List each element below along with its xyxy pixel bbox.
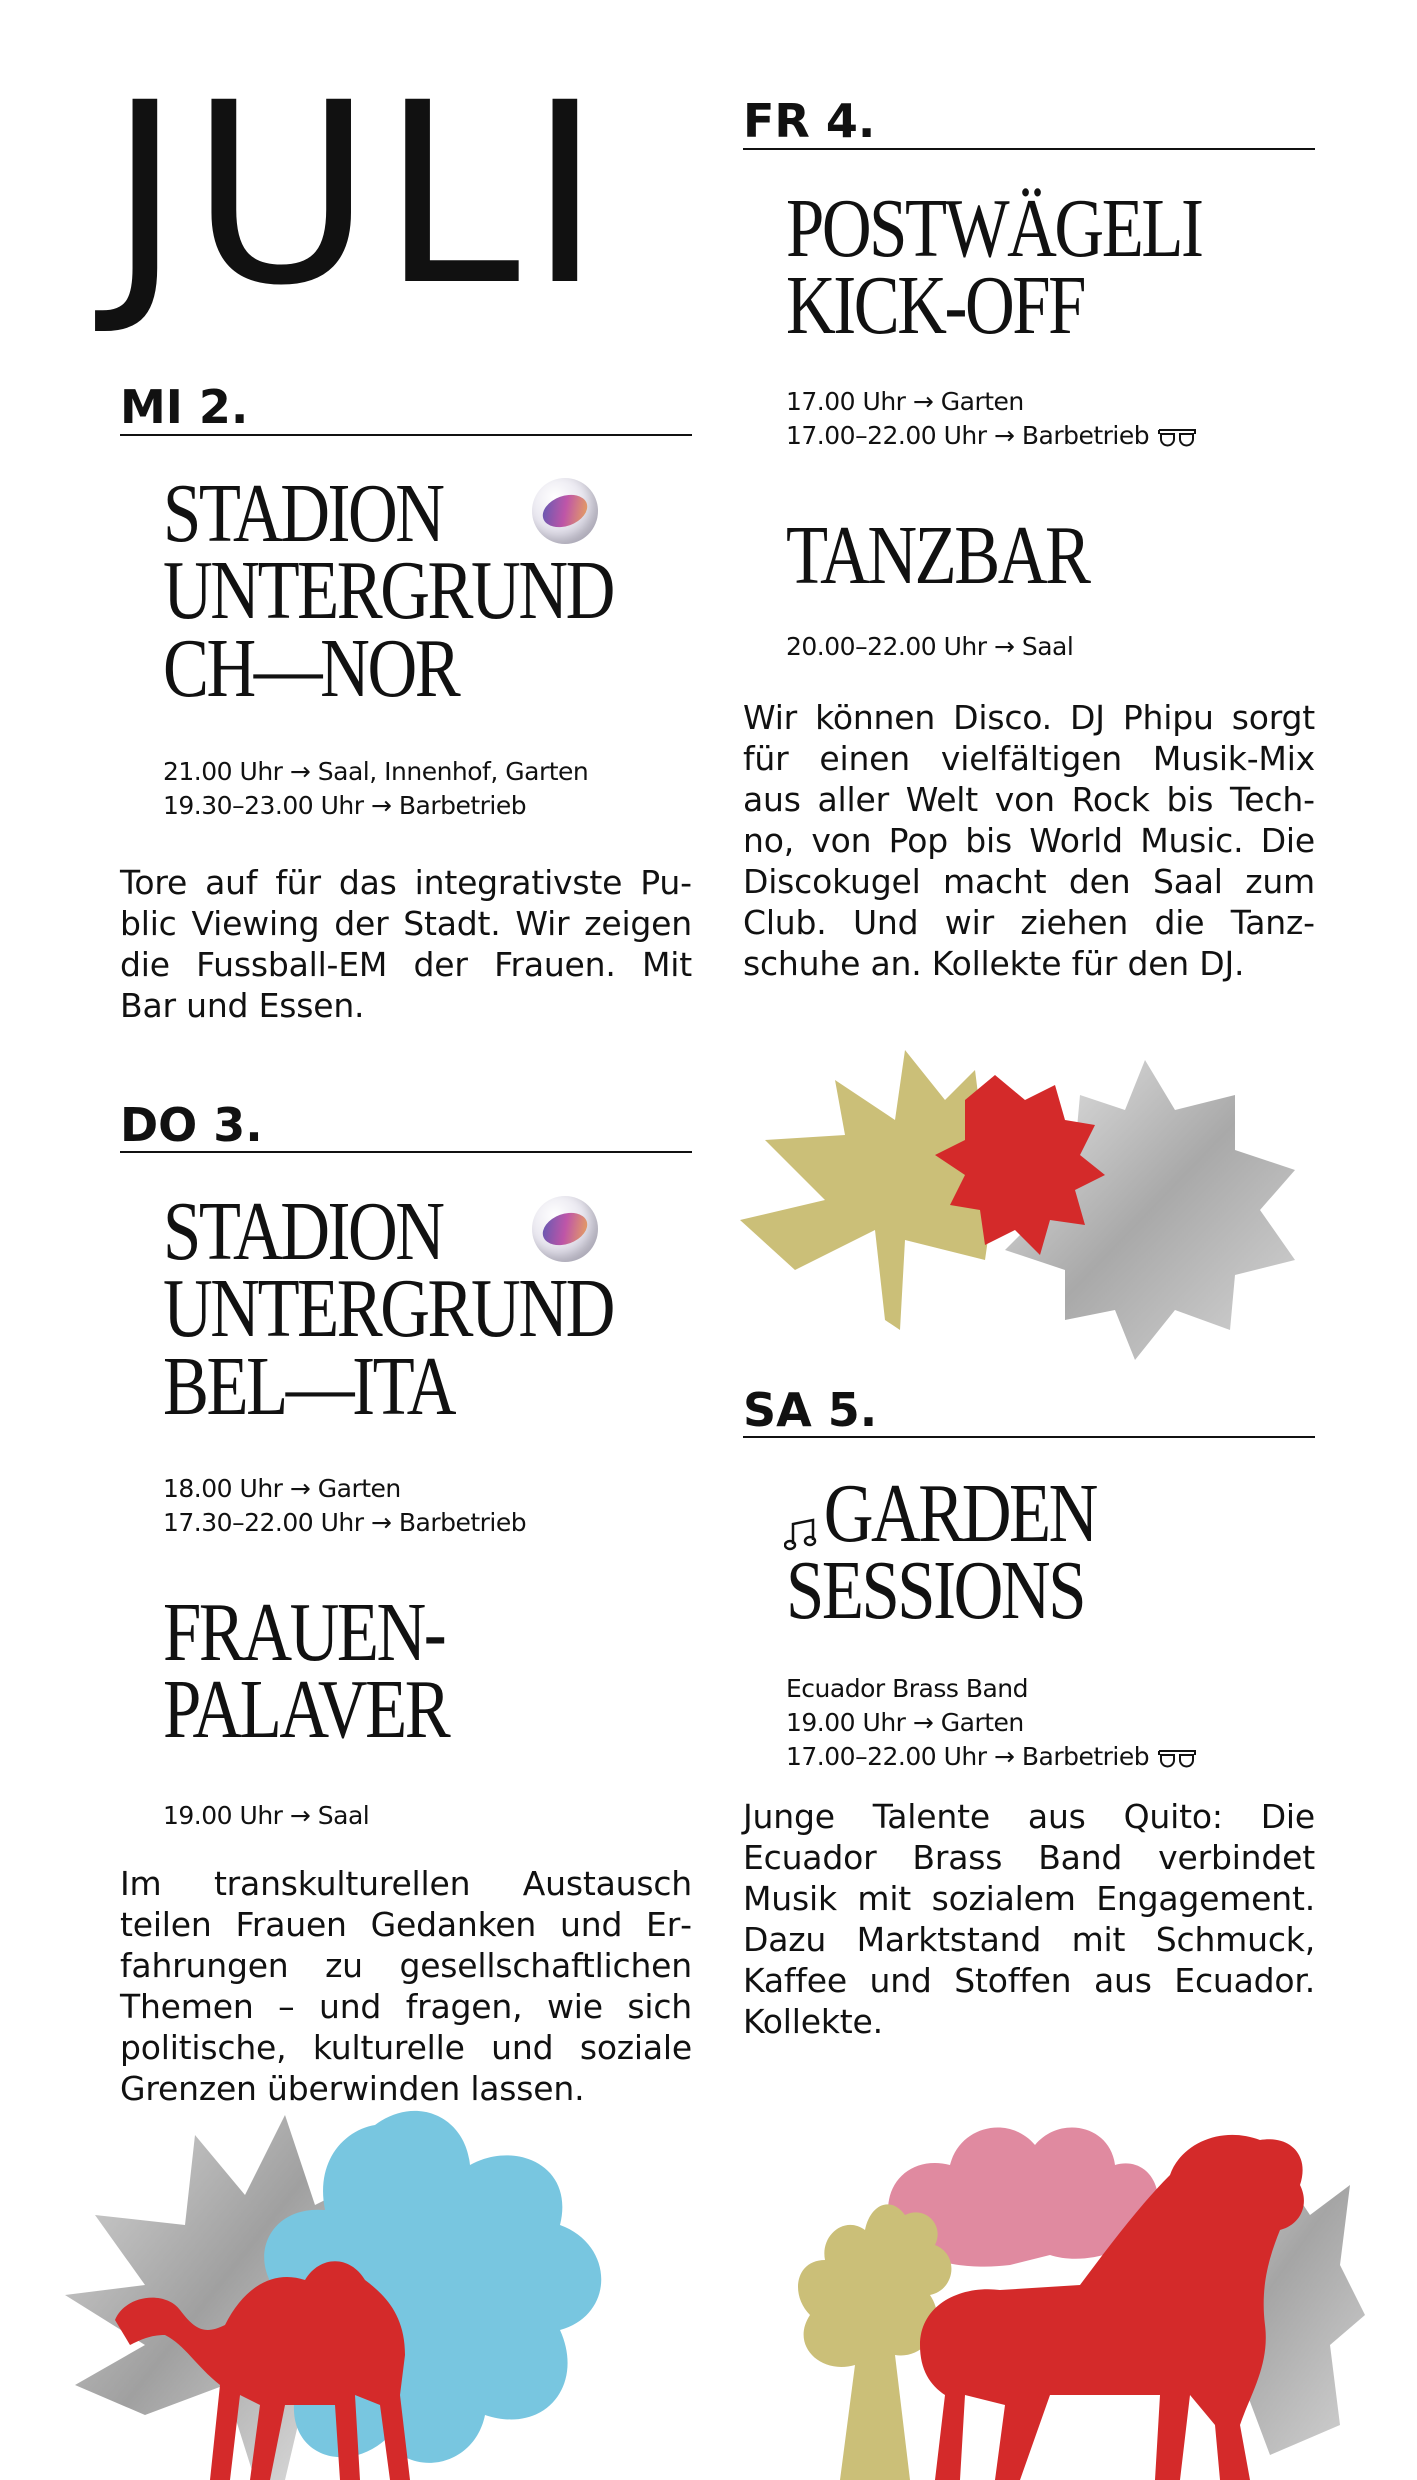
event-description: Wir können Disco. DJ Phipu sorgt für einen vielfältigen Musik-Mix aus aller Welt von Rock bis Techno, von Pop bis World Music. Die Discokugel macht den Saal zum Club. Und wir ziehen die Tanzschuhe an. Kollekte für den DJ. — [743, 698, 1315, 983]
lion-illustration — [750, 2095, 1365, 2480]
event-title-frauen-palaver: FRAUEN- PALAVER — [163, 1586, 449, 1757]
event-info — [163, 755, 588, 823]
day-heading-mi-2: MI 2. — [120, 380, 249, 434]
event-info-line: 19.30–23.00 Uhr → Barbetrieb — [163, 791, 527, 820]
event-info — [163, 1472, 526, 1540]
day-heading-do-3: DO 3. — [120, 1098, 263, 1152]
event-info-line: 17.00–22.00 Uhr → Barbetrieb — [786, 419, 1197, 453]
soccer-ball-icon — [532, 478, 598, 544]
event-info-line: 17.00–22.00 Uhr → Barbetrieb — [786, 1740, 1197, 1774]
day-heading-fr-4: FR 4. — [743, 94, 876, 148]
event-title-garden-sessions: GARDEN SESSIONS — [786, 1467, 1096, 1638]
event-info — [786, 385, 1197, 453]
glasses-icon — [1157, 426, 1197, 448]
leaf-collage-illustration — [735, 1040, 1315, 1370]
day-divider — [120, 434, 692, 436]
event-description: Junge Talente aus Quito: Die Ecuador Brass Band verbindet Musik mit sozialem Engagement. Dazu Marktstand mit Schmuck, Kaffee und Stoffen aus Ecuador. Kollekte. — [743, 1797, 1315, 2041]
day-divider — [743, 148, 1315, 150]
event-title-tanzbar: TANZBAR — [786, 509, 1089, 602]
month-title: JULI — [108, 49, 610, 340]
event-info-line: 18.00 Uhr → Garten — [163, 1474, 401, 1503]
event-info-line: Ecuador Brass Band — [786, 1674, 1029, 1703]
day-heading-sa-5: SA 5. — [743, 1383, 878, 1437]
event-info — [786, 630, 1073, 664]
event-info — [786, 1672, 1197, 1774]
event-title-postwaegeli-kick-off: POSTWÄGELI KICK-OFF — [786, 182, 1202, 353]
soccer-ball-icon — [532, 1196, 598, 1262]
event-info-line: 19.00 Uhr → Garten — [786, 1708, 1024, 1737]
event-info-line: 20.00–22.00 Uhr → Saal — [786, 632, 1074, 661]
event-title-stadion-bel-ita: STADION UNTERGRUND BEL—ITA — [163, 1185, 613, 1433]
event-info — [163, 1799, 369, 1833]
event-info-line: 17.30–22.00 Uhr → Barbetrieb — [163, 1508, 527, 1537]
glasses-icon — [1157, 1747, 1197, 1769]
event-info-line: 17.00 Uhr → Garten — [786, 387, 1024, 416]
day-divider — [743, 1436, 1315, 1438]
event-info-line: 21.00 Uhr → Saal, Innenhof, Garten — [163, 757, 589, 786]
event-description: Tore auf für das integrativste Public Viewing der Stadt. Wir zeigen die Fussball-EM der Frauen. Mit Bar und Essen. — [120, 863, 692, 1025]
camel-illustration — [55, 2095, 645, 2480]
day-divider — [120, 1151, 692, 1153]
event-title-stadion-ch-nor: STADION UNTERGRUND CH—NOR — [163, 467, 613, 715]
event-description: Im transkulturellen Austausch teilen Frauen Gedanken und Erfahrungen zu gesellschaftlichen Themen – und fragen, wie sich politische, kulturelle und soziale Grenzen überwinden lassen. — [120, 1864, 692, 2108]
event-info-line: 19.00 Uhr → Saal — [163, 1801, 370, 1830]
